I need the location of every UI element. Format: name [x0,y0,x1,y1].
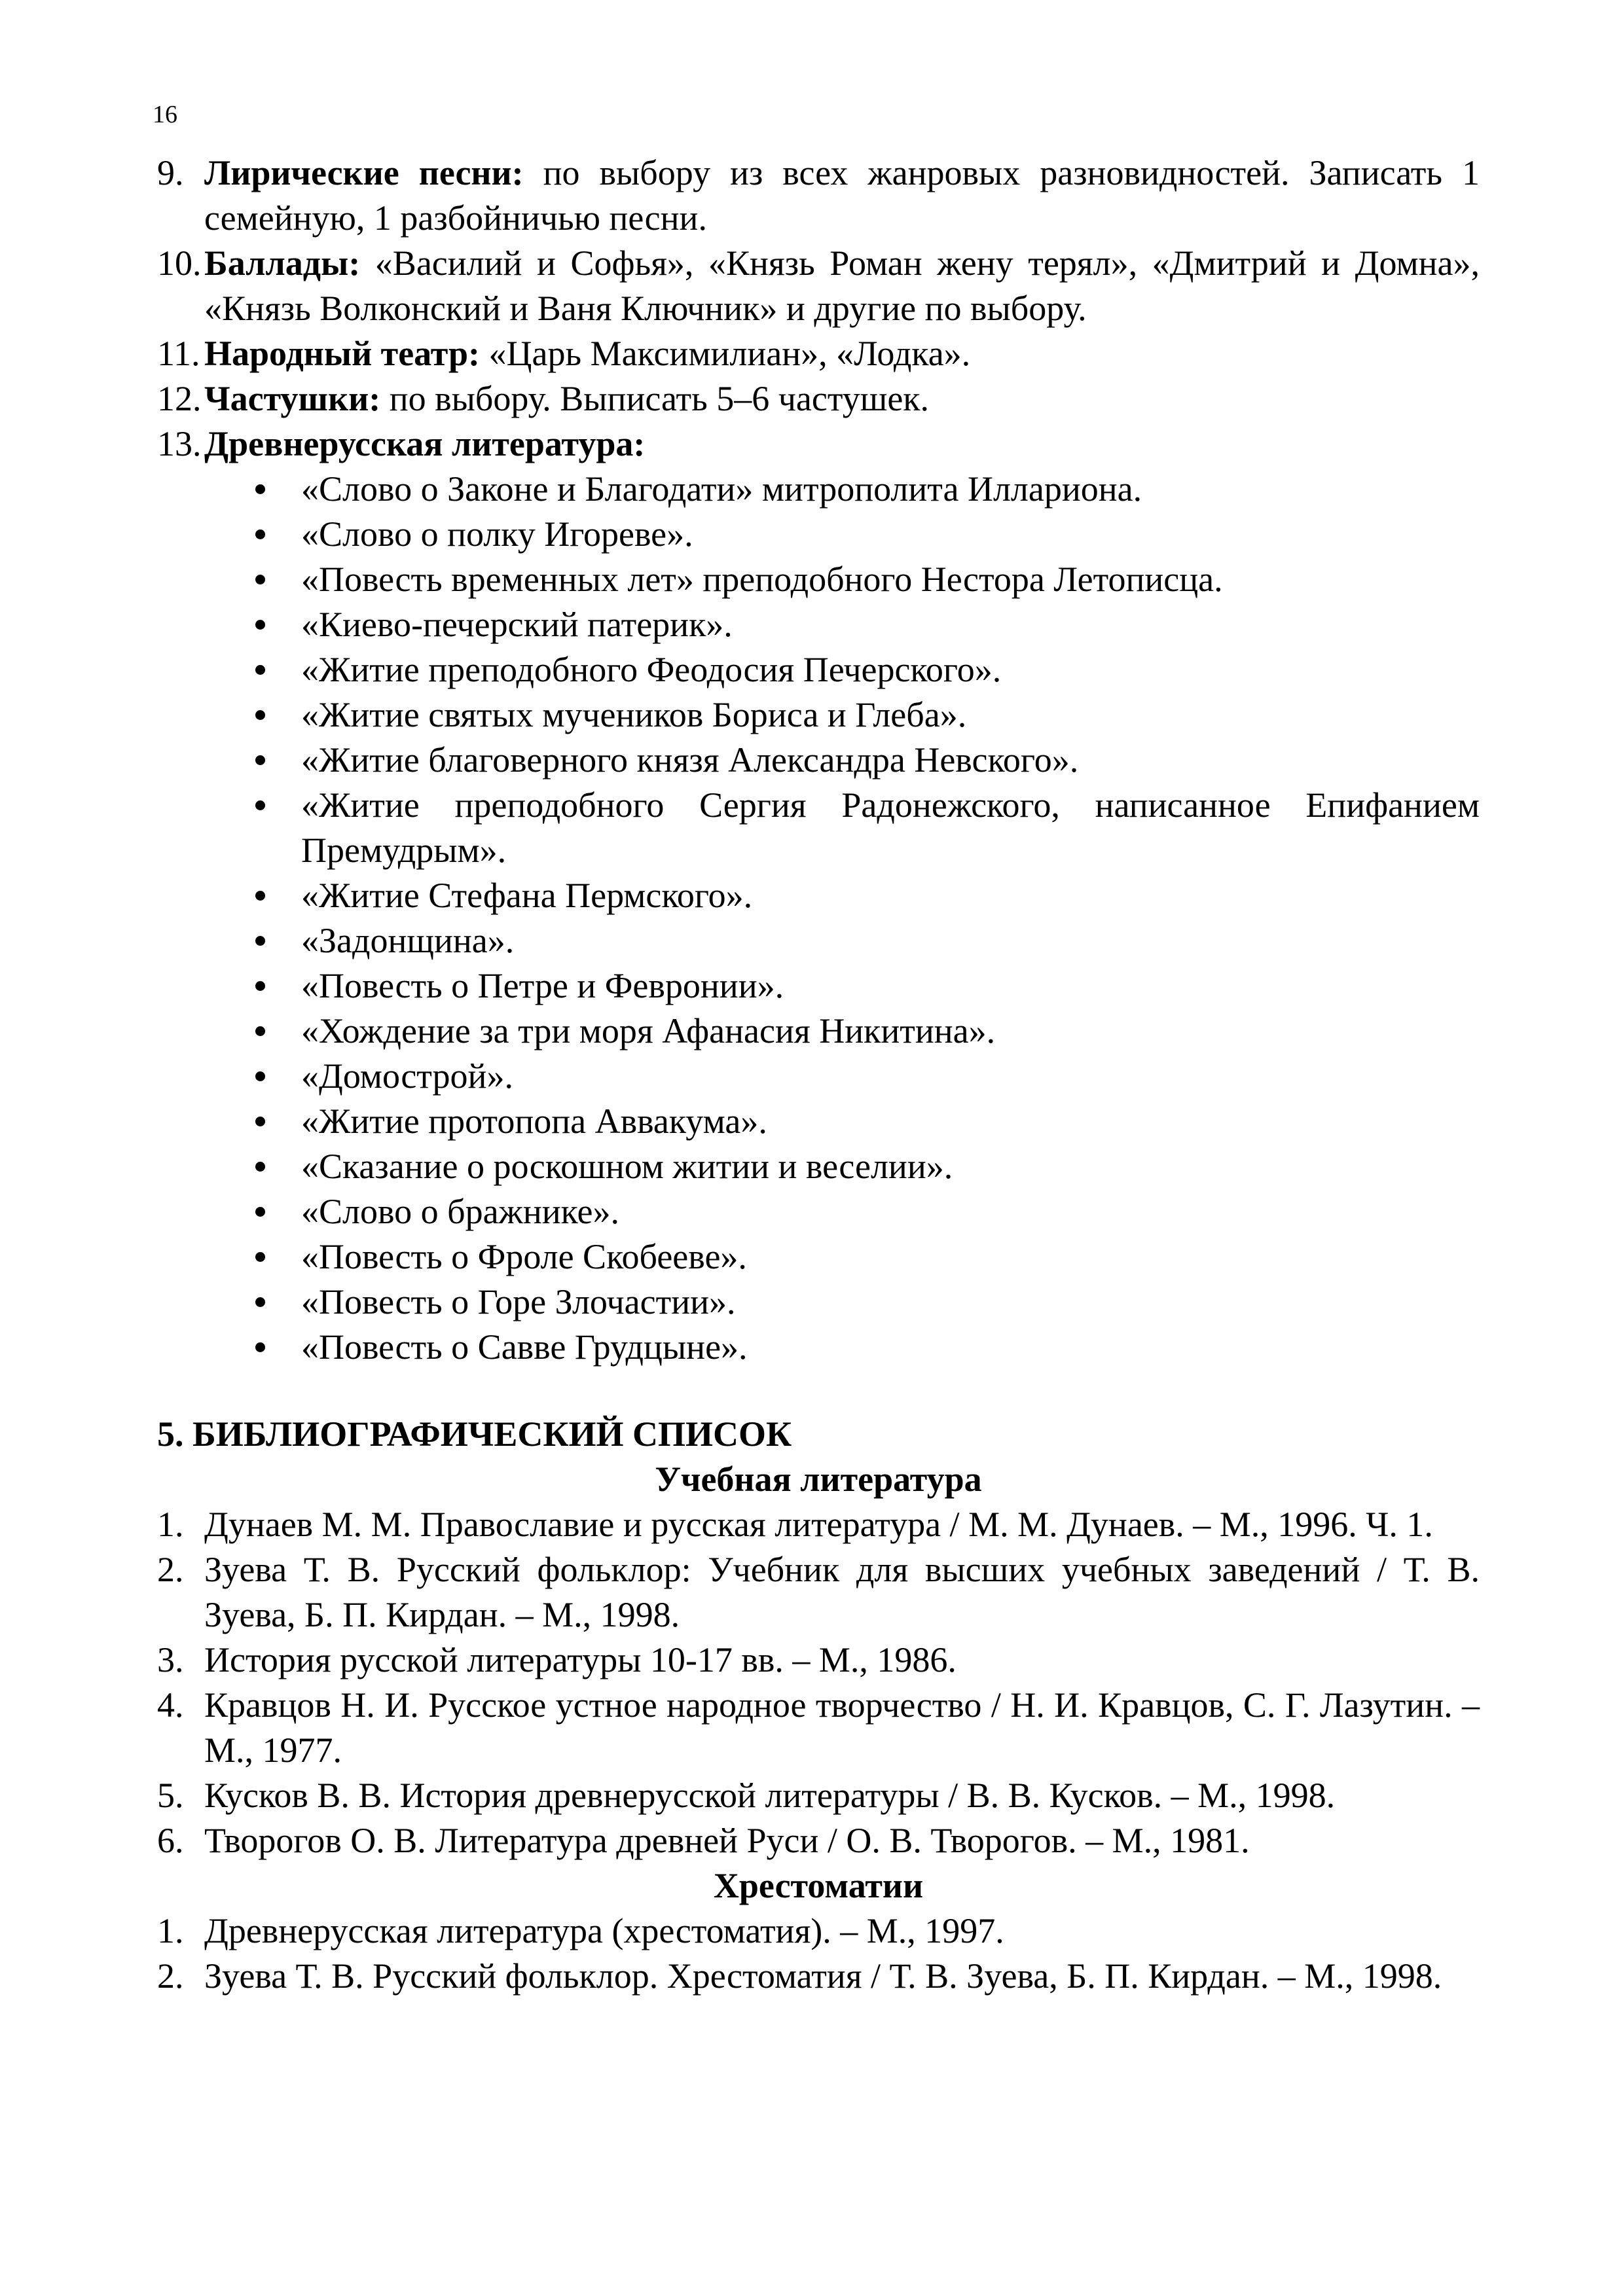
anthology-ref-1 [157,1909,1480,1954]
list-item: «Житие Стефана Пермского». [157,873,1480,918]
textbook-ref-6 [157,1818,1480,1863]
list-item: «Повесть о Петре и Февронии». [157,963,1480,1009]
item-number: 12. [157,379,202,418]
ref-number: 1. [157,1911,184,1950]
list-item: «Слово о полку Игореве». [157,512,1480,557]
item-title: Древнерусская литература: [204,424,646,463]
ref-number: 4. [157,1685,184,1725]
ref-text: История русской литературы 10-17 вв. – М., 1986. [204,1640,957,1679]
item-text: «Василий и Софья», «Князь Роман жену терял», «Дмитрий и Домна», «Князь Волконский и Ваня Ключник» и другие по выбору. [204,243,1480,328]
ref-text: Творогов О. В. Литература древней Руси / О. В. Творогов. – М., 1981. [204,1821,1250,1860]
bullet-icon [255,1342,265,1352]
ref-number: 2. [157,1956,184,1996]
list-item: «Слово о Законе и Благодати» митрополита Иллариона. [157,467,1480,512]
item-number: 10. [157,243,202,283]
textbook-ref-1 [157,1502,1480,1547]
section-title: 5. БИБЛИОГРАФИЧЕСКИЙ СПИСОК [157,1414,792,1454]
list-item: «Задонщина». [157,918,1480,963]
bullet-icon [255,665,265,675]
bullet-icon [255,620,265,630]
bullet-icon [255,575,265,584]
list-item: «Повесть временных лет» преподобного Нестора Летописца. [157,557,1480,602]
textbook-ref-5 [157,1773,1480,1818]
ref-number: 3. [157,1640,184,1679]
item-text: по выбору. Выписать 5–6 частушек. [380,379,930,418]
bullet-icon [255,529,265,539]
list-item: «Киево-печерский патерик». [157,602,1480,647]
bullet-icon [255,1252,265,1262]
bullet-icon [255,1071,265,1081]
ref-number: 5. [157,1776,184,1815]
list-item: «Житие святых мучеников Бориса и Глеба». [157,692,1480,738]
genre-item-12 [157,376,1480,422]
bullet-icon [255,1297,265,1307]
list-item: «Житие протопопа Аввакума». [157,1099,1480,1144]
anthologies-heading: Хрестоматии [713,1866,924,1905]
list-item: «Житие преподобного Сергия Радонежского, написанное Епифанием Премудрым». [157,783,1480,873]
list-item: «Житие преподобного Феодосия Печерского». [157,647,1480,692]
bullet-icon [255,1026,265,1036]
bullet-icon [255,1162,265,1172]
bullet-icon [255,981,265,991]
item-number: 13. [157,424,202,463]
genre-item-10 [157,241,1480,331]
textbook-ref-4 [157,1683,1480,1773]
item-text: «Царь Максимилиан», «Лодка». [479,334,971,373]
bullet-icon [255,800,265,810]
textbooks-heading: Учебная литература [655,1460,982,1499]
old-russian-literature-list [157,467,1480,1370]
bullet-icon [255,755,265,765]
ref-number: 6. [157,1821,184,1860]
list-item: «Слово о бражнике». [157,1189,1480,1234]
bullet-icon [255,484,265,494]
item-title: Баллады: [204,243,361,283]
genre-item-11 [157,331,1480,376]
item-text: по выбору из всех жанровых разновидностей. Записать 1 семейную, 1 разбойничью песни. [204,153,1480,238]
item-title: Частушки: [204,379,381,418]
list-item: «Повесть о Горе Злочастии». [157,1280,1480,1325]
item-title: Лирические песни: [204,153,524,192]
genre-item-13 [157,422,1480,467]
bullet-icon [255,1207,265,1217]
list-item: «Сказание о роскошном житии и веселии». [157,1144,1480,1189]
ref-text: Древнерусская литература (хрестоматия). – М., 1997. [204,1911,1004,1950]
bullet-icon [255,710,265,720]
list-item: «Хождение за три моря Афанасия Никитина». [157,1009,1480,1054]
ref-text: Кусков В. В. История древнерусской литературы / В. В. Кусков. – М., 1998. [204,1776,1336,1815]
textbook-ref-3 [157,1638,1480,1683]
list-item: «Повесть о Фроле Скобееве». [157,1234,1480,1280]
ref-text: Кравцов Н. И. Русское устное народное творчество / Н. И. Кравцов, С. Г. Лазутин. – М., 1977. [204,1685,1480,1770]
textbook-ref-2 [157,1547,1480,1638]
bullet-icon [255,1117,265,1126]
page-content [157,151,1480,1999]
ref-text: Дунаев М. М. Православие и русская литература / М. М. Дунаев. – М., 1996. Ч. 1. [204,1505,1433,1544]
item-title: Народный театр: [204,334,480,373]
genre-item-9 [157,151,1480,241]
ref-number: 2. [157,1550,184,1589]
item-number: 11. [157,334,200,373]
list-item: «Домострой». [157,1054,1480,1099]
ref-text: Зуева Т. В. Русский фольклор. Хрестоматия / Т. В. Зуева, Б. П. Кирдан. – М., 1998. [204,1956,1442,1996]
bullet-icon [255,891,265,901]
list-item: «Житие благоверного князя Александра Невского». [157,738,1480,783]
ref-text: Зуева Т. В. Русский фольклор: Учебник для высших учебных заведений / Т. В. Зуева, Б. П. Кирдан. – М., 1998. [204,1550,1480,1634]
anthology-ref-2 [157,1954,1480,1999]
ref-number: 1. [157,1505,184,1544]
item-number: 9. [157,153,184,192]
list-item: «Повесть о Савве Грудцыне». [157,1325,1480,1370]
bullet-icon [255,936,265,946]
page-number: 16 [153,101,177,128]
